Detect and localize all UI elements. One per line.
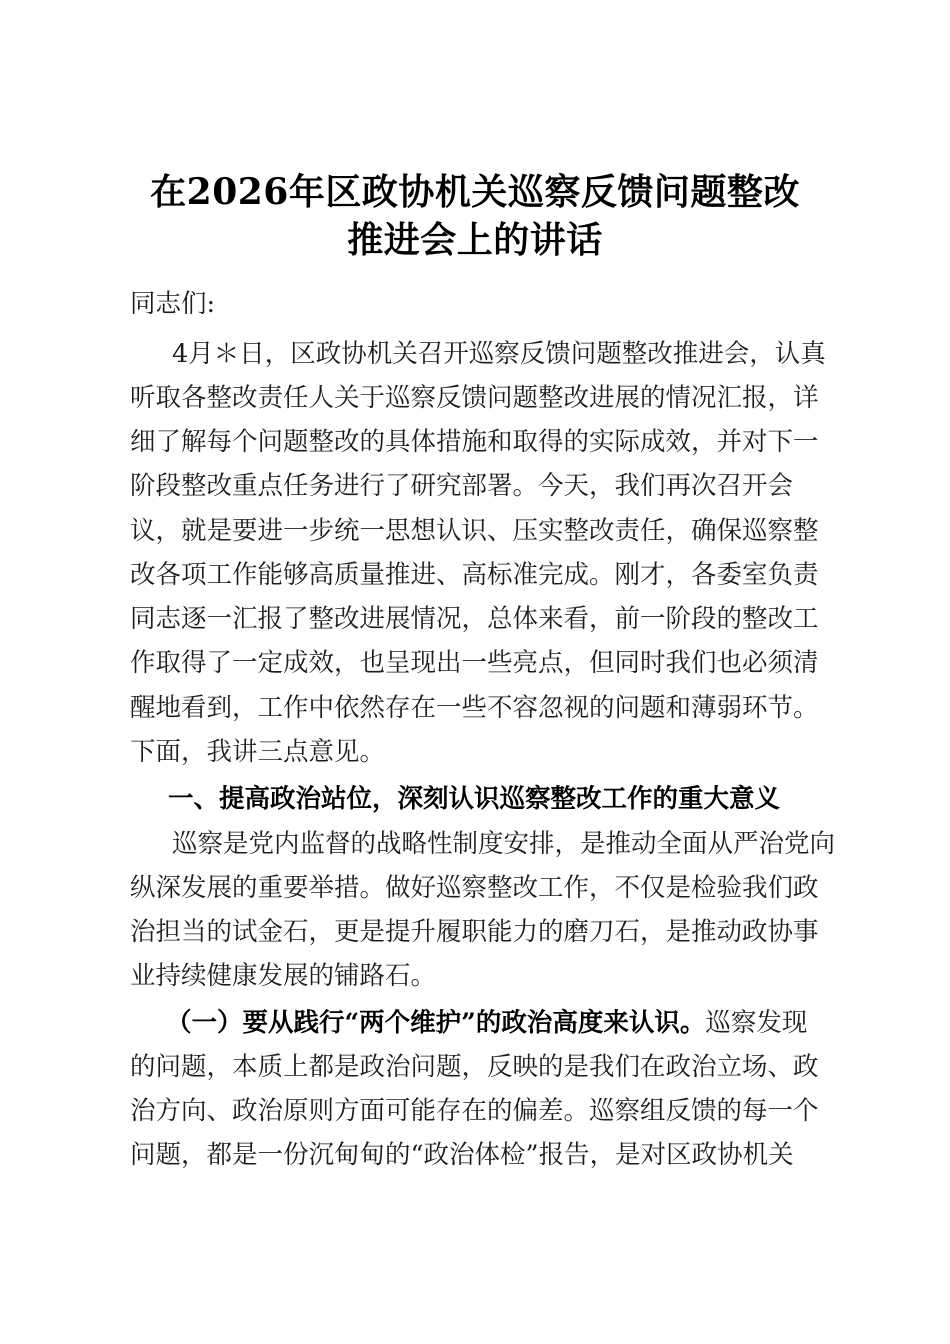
paragraph-2-line: 业持续健康发展的铺路石。 — [130, 961, 437, 991]
paragraph-2-line: 治担当的试金石，更是提升履职能力的磨刀石，是推动政协事 — [130, 917, 819, 947]
paragraph-1-line: 改各项工作能够高质量推进、高标准完成。刚才，各委室负责 — [130, 560, 819, 590]
paragraph-1-line: 下面，我讲三点意见。 — [130, 737, 386, 767]
salutation: 同志们: — [130, 289, 216, 319]
paragraph-1-line: 作取得了一定成效，也呈现出一些亮点，但同时我们也必须清 — [130, 648, 819, 678]
paragraph-2-line: 纵深发展的重要举措。做好巡察整改工作，不仅是检验我们政 — [130, 873, 819, 903]
subheading-1: （一）要从践行“两个维护”的政治高度来认识。 — [166, 1008, 706, 1038]
paragraph-1-line: 阶段整改重点任务进行了研究部署。今天，我们再次召开会 — [130, 471, 794, 501]
document-title-line-1: 在2026年区政协机关巡察反馈问题整改 — [150, 171, 800, 213]
paragraph-1-line: 听取各整改责任人关于巡察反馈问题整改进展的情况汇报，详 — [130, 383, 819, 413]
paragraph-1-line: 细了解每个问题整改的具体措施和取得的实际成效，并对下一 — [130, 427, 819, 457]
document-title-line-2: 推进会上的讲话 — [347, 219, 603, 261]
subheading-1-line — [166, 1005, 807, 1041]
paragraph-1-line: 议，就是要进一步统一思想认识、压实整改责任，确保巡察整 — [130, 516, 819, 546]
paragraph-1-line: 同志逐一汇报了整改进展情况，总体来看，前一阶段的整改工 — [130, 604, 819, 634]
paragraph-1-line: 醒地看到，工作中依然存在一些不容忽视的问题和薄弱环节。 — [130, 693, 819, 723]
paragraph-3-line: 的问题，本质上都是政治问题，反映的是我们在政治立场、政 — [130, 1052, 819, 1082]
paragraph-3-line: 治方向、政治原则方面可能存在的偏差。巡察组反馈的每一个 — [130, 1096, 819, 1126]
paragraph-2-line: 巡察是党内监督的战略性制度安排，是推动全面从严治党向 — [172, 829, 836, 859]
section-heading-1: 一、提高政治站位，深刻认识巡察整改工作的重大意义 — [168, 784, 781, 814]
paragraph-3-line: 问题，都是一份沉甸甸的“政治体检”报告，是对区政协机关 — [130, 1140, 794, 1170]
paragraph-1-line: 4月＊日，区政协机关召开巡察反馈问题整改推进会，认真 — [172, 339, 826, 369]
subheading-1-tail: 巡察发现 — [705, 1008, 808, 1038]
